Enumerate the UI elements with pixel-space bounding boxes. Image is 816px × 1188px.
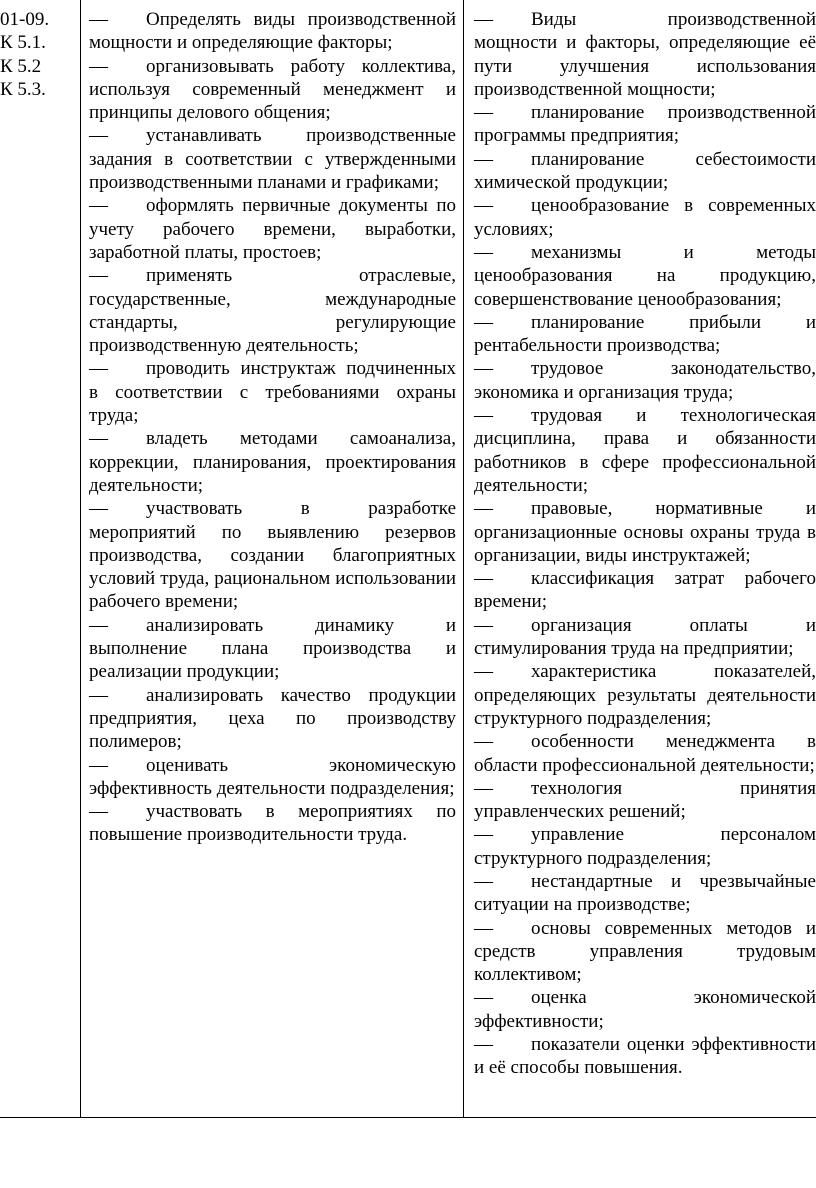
list-item-text: планирование производственной программы предприятия; [474,102,816,147]
list-item [474,986,816,1033]
list-item [89,614,456,684]
dash-bullet: — [89,195,108,217]
list-item-text: ценообразование в современных условиях; [474,195,816,240]
dash-bullet: — [89,614,108,636]
list-item [89,357,456,427]
dash-bullet: — [89,498,108,520]
dash-bullet: — [474,870,493,892]
code: К 5.1. [0,32,46,54]
dash-bullet: — [474,9,493,30]
dash-bullet: — [474,102,493,124]
list-item [474,194,816,241]
list-item [474,101,816,148]
list-item-text: оформлять первичные документы по учету рабочего времени, выработки, заработной платы, простоев; [89,195,456,263]
list-item [89,264,456,357]
list-item [89,8,456,55]
dash-bullet: — [474,661,493,683]
list-item-text: проводить инструктаж подчиненных в соответствии с требованиями охраны труда; [89,358,456,427]
list-item [474,497,816,567]
list-item [89,800,456,847]
list-item-text: основы современных методов и средств управления трудовым коллективом; [474,917,816,986]
list-item-text: управление персоналом структурного подразделения; [474,824,816,869]
list-item [474,148,816,195]
list-item [474,241,816,311]
list-item-text: Определять виды производственной мощности и определяющие факторы; [89,9,456,54]
dash-bullet: — [474,917,493,939]
list-item-text: правовые, нормативные и организационные основы охраны труда в организации, виды инструктажей; [474,498,816,566]
list-item-text: трудовое законодательство, экономика и организация труда; [474,358,816,403]
list-item-text: технология принятия управленческих решений; [474,777,816,823]
list-item [474,614,816,661]
dash-bullet: — [474,358,493,380]
list-item-text: организовывать работу коллектива, используя современный менеджмент и принципы делового общения; [89,55,456,124]
code: К 5.3. [0,78,46,100]
dash-bullet: — [89,265,108,287]
skills-column [89,8,456,847]
list-item [89,497,456,613]
list-item [474,777,816,824]
dash-bullet: — [474,777,493,799]
list-item [474,1033,816,1080]
codes-column [0,8,78,101]
dash-bullet: — [474,568,493,590]
dash-bullet: — [474,824,493,846]
dash-bullet: — [474,498,493,520]
list-item [474,870,816,917]
list-item-text: показатели оценки эффективности и её способы повышения. [474,1034,816,1079]
list-item [474,917,816,987]
list-item [474,823,816,870]
list-item-text: планирование прибыли и рентабельности производства; [474,311,816,357]
code: К 5.2 [0,55,42,77]
dash-bullet: — [474,148,493,170]
list-item-text: нестандартные и чрезвычайные ситуации на производстве; [474,870,816,916]
knowledge-column [474,8,816,1080]
dash-bullet: — [474,731,493,753]
list-item-text: трудовая и технологическая дисциплина, права и обязанности работников в сфере профессиональной деятельности; [474,405,816,496]
dash-bullet: — [474,614,493,636]
list-item [474,567,816,614]
list-item-text: анализировать динамику и выполнение плана производства и реализации продукции; [89,614,456,683]
list-item-text: Виды производственной мощности и факторы, определяющие её пути улучшения использования производственной мощности; [474,9,816,100]
list-item [89,427,456,497]
list-item [89,754,456,801]
list-item [474,730,816,777]
list-item [474,404,816,497]
dash-bullet: — [474,987,493,1009]
column-divider [80,0,81,1117]
dash-bullet: — [89,684,108,706]
list-item [474,311,816,358]
list-item [474,357,816,404]
list-item-text: владеть методами самоанализа, коррекции, планирования, проектирования деятельности; [89,428,456,496]
list-item-text: оценивать экономическую эффективность деятельности подразделения; [89,754,456,799]
dash-bullet: — [89,358,108,380]
dash-bullet: — [89,55,108,77]
list-item [474,8,816,101]
dash-bullet: — [89,9,108,30]
list-item-text: анализировать качество продукции предприятия, цеха по производству полимеров; [89,684,456,753]
dash-bullet: — [89,125,108,147]
list-item-text: участвовать в разработке мероприятий по выявлению резервов производства, создании благоприятных условий труда, рациональном использовании рабочего времени; [89,498,456,613]
dash-bullet: — [89,754,108,776]
list-item-text: особенности менеджмента в области профессиональной деятельности; [474,731,816,776]
list-item-text: устанавливать производственные задания в соответствии с утвержденными производственными планами и графиками; [89,125,456,194]
dash-bullet: — [474,311,493,333]
list-item [89,194,456,264]
dash-bullet: — [89,428,108,450]
list-item-text: оценка экономической эффективности; [474,987,816,1032]
dash-bullet: — [474,1034,493,1056]
dash-bullet: — [474,405,493,427]
code: 01-09. [0,9,50,30]
dash-bullet: — [474,195,493,217]
list-item-text: участвовать в мероприятиях по повышение производительности труда. [89,801,456,846]
list-item [474,660,816,730]
list-item [89,124,456,194]
dash-bullet: — [474,241,493,263]
list-item-text: классификация затрат рабочего времени; [474,568,816,613]
list-item-text: организация оплаты и стимулирования труда на предприятии; [474,614,816,660]
dash-bullet: — [89,801,108,823]
list-item-text: применять отраслевые, государственные, международные стандарты, регулирующие производственную деятельность; [89,265,456,357]
list-item-text: характеристика показателей, определяющих результаты деятельности структурного подразделения; [474,661,816,729]
list-item [89,55,456,125]
list-item-text: планирование себестоимости химической продукции; [474,148,816,194]
column-divider [463,0,464,1117]
list-item-text: механизмы и методы ценообразования на продукцию, совершенствование ценообразования; [474,241,816,310]
list-item [89,684,456,754]
